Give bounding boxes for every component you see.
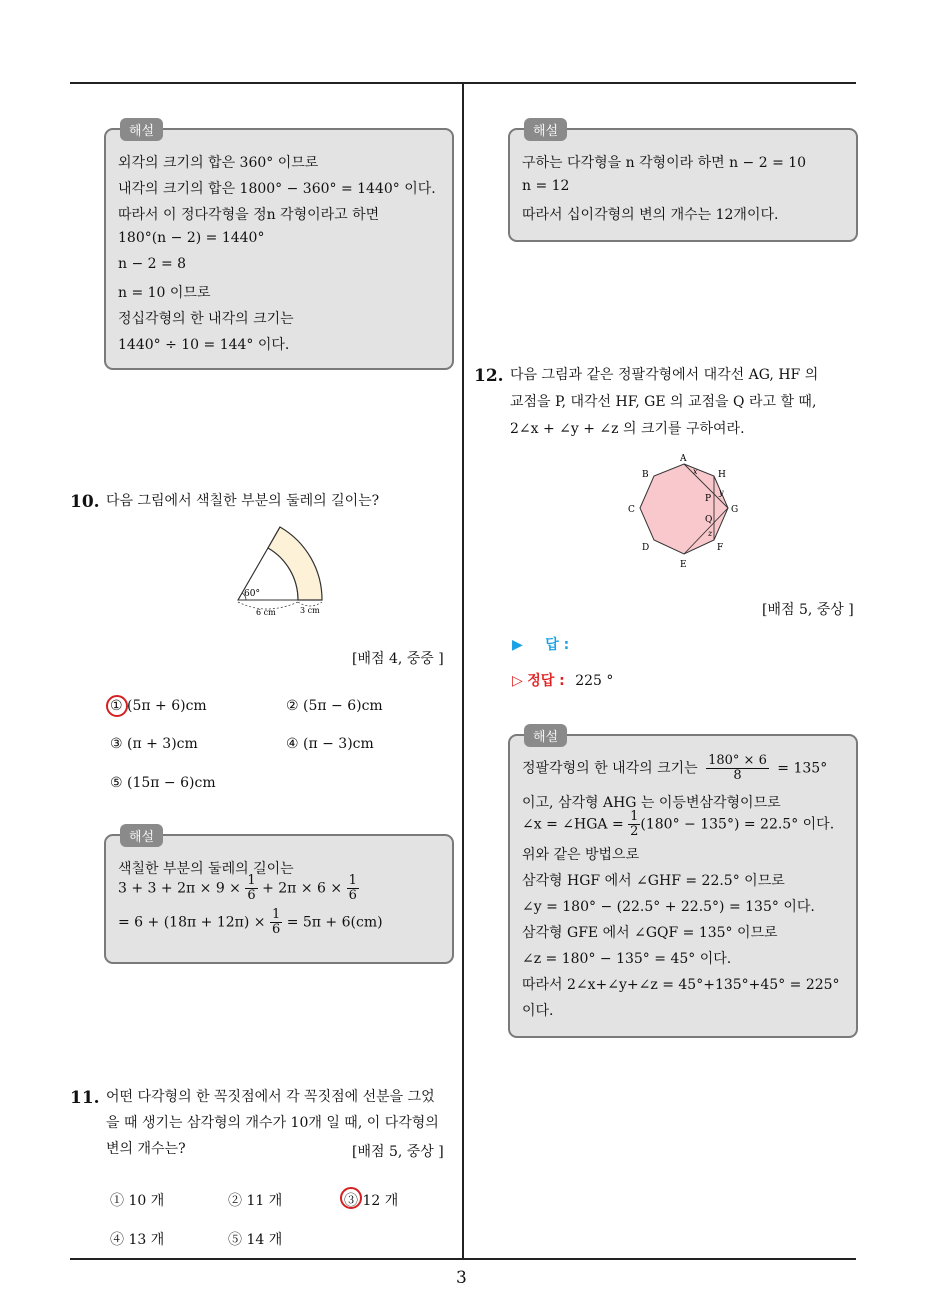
solution-line [118, 908, 383, 937]
solution-line: 따라서 2∠x+∠y+∠z = 45°+135°+45° = 225° [522, 977, 840, 993]
fraction: $\frac{1}{6}$ [348, 873, 357, 903]
question-text-12-line3: 2∠x + ∠y + ∠z 의 크기를 구하여라. [510, 421, 745, 437]
solution-line: 삼각형 GFE 에서 ∠GQF = 135° 이므로 [522, 925, 778, 941]
question-number-11: 11. [70, 1088, 100, 1108]
choice-3[interactable]: ③ (π + 3)cm [110, 736, 198, 752]
expr: = 5π + 6(cm) [286, 914, 383, 931]
page-number: 3 [456, 1268, 467, 1288]
sector-inner-label: 6 cm [256, 608, 276, 617]
fraction: $\frac{1}{2}$ [630, 809, 639, 839]
answer-line [512, 634, 569, 654]
choice-4[interactable]: ④ 13 개 [110, 1232, 165, 1248]
key-answer-value: 225 ° [575, 673, 614, 689]
fraction: $\frac{1}{6}$ [271, 907, 281, 937]
question-text-12-line1: 다음 그림과 같은 정팔각형에서 대각선 AG, HF 의 [510, 367, 819, 383]
column-divider [462, 84, 464, 1260]
expr: ∠x = ∠HGA = [522, 816, 624, 833]
expr: (180° − 135°) = 22.5° 이다. [640, 816, 835, 833]
solution-tag: 해설 [120, 118, 163, 141]
key-answer-label: 정답 : [527, 673, 565, 689]
choice-1[interactable]: ① (5π + 6)cm [110, 698, 207, 714]
key-arrow-icon: ▷ [512, 673, 523, 689]
expr: + 2π × 6 × [262, 880, 343, 897]
solution-line: 따라서 십이각형의 변의 개수는 12개이다. [522, 207, 779, 223]
question-number-10: 10. [70, 492, 100, 512]
solution-line: 색칠한 부분의 둘레의 길이는 [118, 861, 294, 877]
solution-line: 위와 같은 방법으로 [522, 847, 640, 863]
solution-tag: 해설 [524, 724, 567, 747]
vertex-label-h: H [718, 470, 726, 480]
solution-line: 삼각형 HGF 에서 ∠GHF = 22.5° 이므로 [522, 873, 785, 889]
expr: = 6 + (18π + 12π) × [118, 914, 266, 931]
choice-2[interactable]: ② (5π − 6)cm [286, 698, 383, 714]
solution-box-q11 [508, 124, 858, 242]
sector-angle-label: 60° [244, 589, 260, 599]
angle-label-x: x [693, 467, 698, 476]
choice-5[interactable]: ⑤ (15π − 6)cm [110, 775, 216, 791]
question-text-10: 다음 그림에서 색칠한 부분의 둘레의 길이는? [106, 493, 380, 509]
solution-line: 1440° ÷ 10 = 144° 이다. [118, 337, 290, 353]
vertex-label-d: D [642, 543, 650, 553]
solution-line: n − 2 = 8 [118, 256, 187, 272]
solution-line: 내각의 크기의 합은 1800° − 360° = 1440° 이다. [118, 181, 436, 197]
point-label-p: P [705, 494, 712, 504]
solution-line [118, 874, 359, 903]
vertex-label-g: G [731, 505, 739, 515]
expr: 정팔각형의 한 내각의 크기는 [522, 760, 698, 777]
choice-5[interactable]: ⑤ 14 개 [228, 1232, 283, 1248]
question-number-12: 12. [474, 366, 504, 386]
sector-figure [226, 520, 336, 620]
solution-tag: 해설 [524, 118, 567, 141]
solution-line [522, 810, 834, 839]
solution-line: 외각의 크기의 합은 360° 이므로 [118, 155, 319, 171]
solution-line: 따라서 이 정다각형을 정n 각형이라고 하면 [118, 207, 380, 223]
expr: = 135° [777, 760, 828, 777]
vertex-label-f: F [717, 543, 724, 553]
solution-line: 이고, 삼각형 AHG 는 이등변삼각형이므로 [522, 795, 781, 811]
octagon-figure [620, 450, 750, 574]
choice-3[interactable]: ③ 12 개 [344, 1193, 399, 1209]
sector-outer-label: 3 cm [300, 606, 320, 615]
score-10: [배점 4, 중중 ] [352, 651, 444, 667]
choice-4[interactable]: ④ (π − 3)cm [286, 736, 374, 752]
key-answer-line [512, 670, 613, 690]
expr: 3 + 3 + 2π × 9 × [118, 880, 241, 897]
solution-line: n = 12 [522, 178, 570, 194]
choice-2[interactable]: ② 11 개 [228, 1193, 283, 1209]
fraction: $\frac{180^\circ \times 6}{8}$ [708, 753, 767, 783]
solution-line: 180°(n − 2) = 1440° [118, 230, 265, 246]
vertex-label-a: A [680, 454, 687, 464]
question-text-12-line2: 교점을 P, 대각선 HF, GE 의 교점을 Q 라고 할 때, [510, 394, 817, 410]
solution-line: ∠y = 180° − (22.5° + 22.5°) = 135° 이다. [522, 899, 815, 915]
question-text-11-line2: 을 때 생기는 삼각형의 개수가 10개 일 때, 이 다각형의 [106, 1115, 439, 1131]
angle-label-z: z [708, 529, 713, 538]
angle-label-y: y [719, 488, 724, 497]
solution-box-q12 [508, 730, 858, 1038]
vertex-label-e: E [680, 560, 687, 570]
solution-box-q10 [104, 830, 454, 964]
solution-box-q9 [104, 124, 454, 370]
question-text-11-line3: 변의 개수는? [106, 1141, 186, 1157]
score-12: [배점 5, 중상 ] [762, 602, 854, 618]
vertex-label-b: B [642, 470, 649, 480]
solution-line: n = 10 이므로 [118, 285, 211, 301]
fraction: $\frac{1}{6}$ [247, 873, 256, 903]
solution-line: 정십각형의 한 내각의 크기는 [118, 311, 294, 327]
solution-line [522, 754, 827, 783]
solution-tag: 해설 [120, 824, 163, 847]
answer-arrow-icon: ▶ [512, 637, 523, 653]
solution-line: ∠z = 180° − 135° = 45° 이다. [522, 951, 732, 967]
vertex-label-c: C [628, 505, 635, 515]
point-label-q: Q [705, 515, 713, 525]
score-11: [배점 5, 중상 ] [352, 1144, 444, 1160]
bottom-rule [70, 1258, 856, 1260]
solution-line: 구하는 다각형을 n 각형이라 하면 n − 2 = 10 [522, 155, 807, 171]
solution-line: 이다. [522, 1003, 554, 1019]
answer-label: 답 : [545, 637, 570, 653]
question-text-11-line1: 어떤 다각형의 한 꼭짓점에서 각 꼭짓점에 선분을 그었 [106, 1089, 435, 1105]
choice-1[interactable]: ① 10 개 [110, 1193, 165, 1209]
